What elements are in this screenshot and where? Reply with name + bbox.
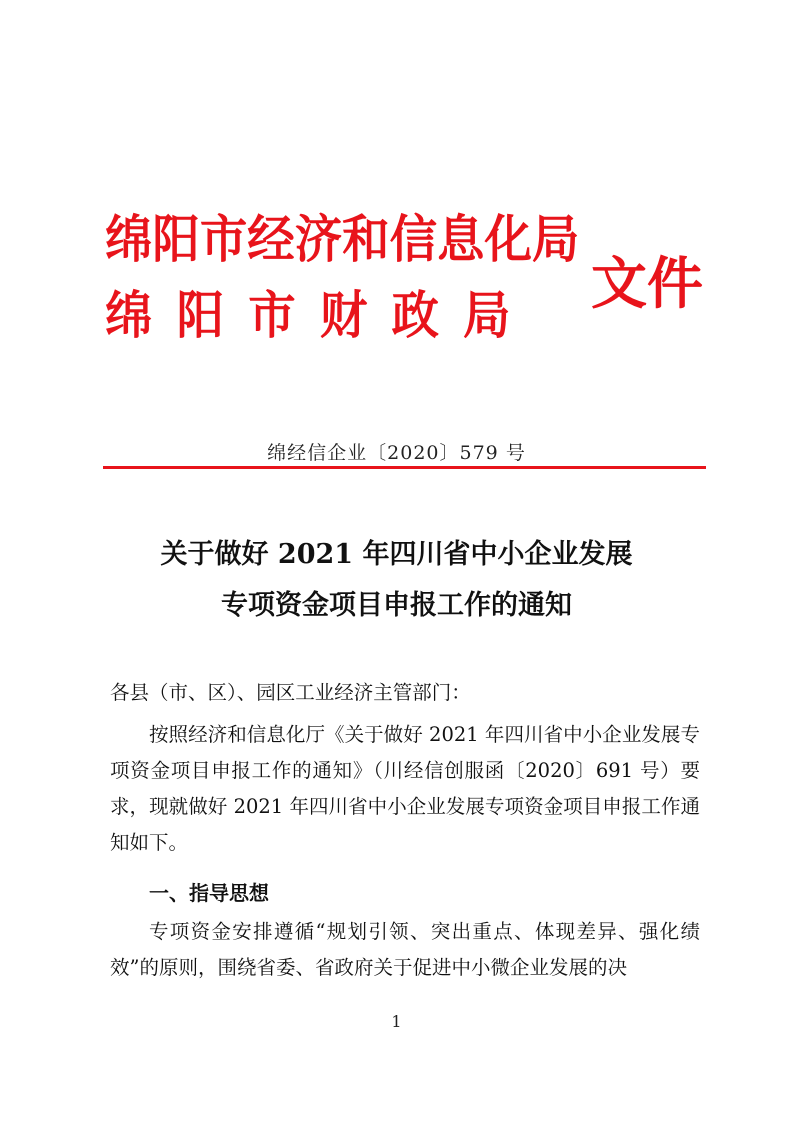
- issuer-line-2: 绵阳市财政局: [105, 287, 535, 346]
- document-number: 绵经信企业〔2020〕579 号: [267, 442, 526, 464]
- red-divider: [103, 466, 706, 469]
- document-title-line-2: 专项资金项目申报工作的通知: [221, 590, 572, 621]
- issuer-line-1: 绵阳市经济和信息化局: [105, 211, 580, 270]
- doc-type-label: 文件: [591, 252, 703, 317]
- body-paragraph-1: 按照经济和信息化厅《关于做好 2021 年四川省中小企业发展专项资金项目申报工作的通知》（川经信创服函〔2020〕691 号）要求，现就做好 2021 年四川省中小企业发展专项资金项目申报工作通知如下。: [110, 723, 700, 854]
- document-header: [105, 205, 705, 365]
- section-heading-1: 一、指导思想: [149, 881, 269, 905]
- salutation: 各县（市、区）、园区工业经济主管部门：: [110, 681, 471, 704]
- document-title-line-1: 关于做好 2021 年四川省中小企业发展: [160, 539, 633, 570]
- body-paragraph-2: 专项资金安排遵循“规划引领、突出重点、体现差异、强化绩效”的原则，围绕省委、省政府关于促进中小微企业发展的决: [110, 920, 700, 979]
- page-number: 1: [391, 1012, 402, 1031]
